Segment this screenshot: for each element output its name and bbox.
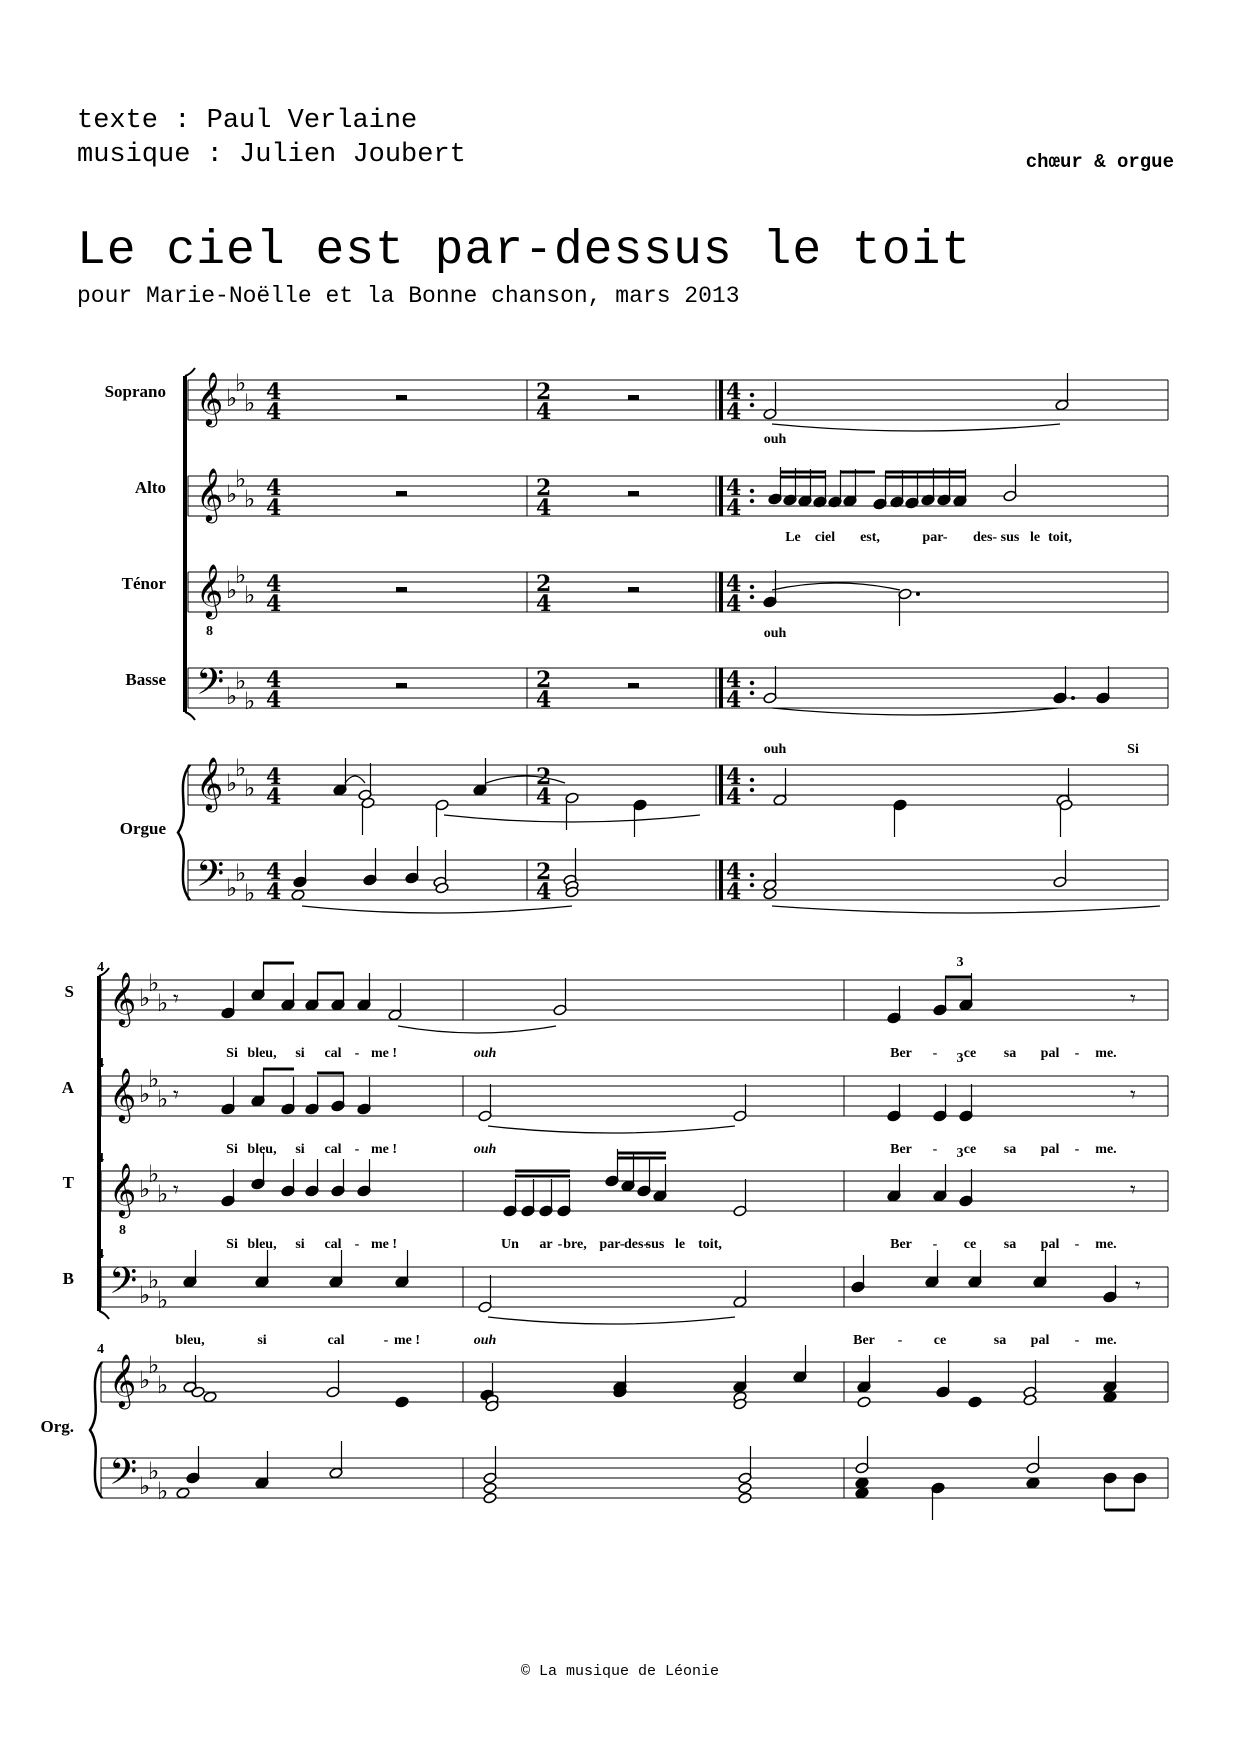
lyric-syllable: sa [1003, 1046, 1017, 1061]
flat-sign: ♭ [235, 859, 247, 887]
part-label: T [62, 1173, 74, 1192]
repeat-dot [750, 489, 754, 493]
repeat-dot [750, 778, 754, 782]
dot [1071, 696, 1075, 700]
lyric-syllable: bleu, [247, 1142, 277, 1157]
tie [398, 1026, 556, 1033]
time-sig-top: 2 [536, 379, 552, 405]
lyric-syllable: Le [785, 530, 801, 545]
lyricist: texte : Paul Verlaine [77, 106, 418, 136]
eighth-rest-icon: 𝄾 [1130, 987, 1136, 1012]
time-sig-bottom: 4 [726, 879, 742, 905]
flat-sign: ♭ [157, 1085, 169, 1113]
lyric-syllable: toit, [1048, 530, 1072, 545]
part-label: Soprano [104, 382, 166, 401]
time-sig-bottom: 4 [726, 784, 742, 810]
eighth-rest-icon: 𝄾 [1130, 1178, 1136, 1203]
eighth-rest-icon: 𝄾 [173, 1083, 179, 1108]
time-sig-bottom: 4 [726, 687, 742, 713]
treble-clef-icon: 𝄞 [196, 756, 224, 810]
flat-sign: ♭ [244, 774, 256, 802]
notehead [738, 1482, 752, 1494]
flat-sign: ♭ [148, 1065, 160, 1093]
lyric-syllable: Ber [890, 1237, 912, 1252]
lyric-syllable: bleu, [175, 1333, 205, 1348]
time-sig-bottom: 4 [266, 784, 282, 810]
notehead [738, 1492, 752, 1504]
time-sig-bottom: 4 [536, 591, 552, 617]
lyric-syllable: par- [922, 530, 948, 545]
repeat-dot [750, 585, 754, 589]
lyric-syllable: des- [972, 530, 998, 545]
copyright: © La musique de Léonie [520, 1663, 720, 1680]
treble-clef-icon: 𝄞 [196, 467, 224, 521]
lyric-syllable: ce [963, 1046, 977, 1061]
treble-clef-icon: 𝄞 [196, 563, 224, 617]
lyric-syllable: bleu, [247, 1046, 277, 1061]
repeat-dot [750, 499, 754, 503]
octave-mark: 8 [206, 624, 213, 639]
time-sig-top: 4 [726, 667, 742, 693]
flat-sign: ♭ [148, 1351, 160, 1379]
flat-sign: ♭ [148, 1266, 160, 1294]
lyric-syllable: ouh [473, 1142, 497, 1157]
time-sig-top: 4 [266, 475, 282, 501]
treble-clef-icon: 𝄞 [109, 1353, 137, 1407]
repeat-dot [750, 681, 754, 685]
flat-sign: ♭ [148, 1160, 160, 1188]
tie [488, 1126, 735, 1133]
lyric-syllable: ouh [763, 626, 787, 641]
lyric-syllable: ce [933, 1333, 947, 1348]
flat-sign: ♭ [139, 1366, 151, 1394]
flat-sign: ♭ [139, 1472, 151, 1500]
lyric-syllable: me ! [370, 1237, 398, 1252]
time-sig-top: 2 [536, 859, 552, 885]
time-sig-bottom: 4 [266, 879, 282, 905]
lyric-syllable: - [1074, 1046, 1080, 1061]
notehead [203, 1391, 217, 1403]
repeat-dot [750, 873, 754, 877]
bracket-hook [185, 712, 195, 720]
repeat-dot [750, 595, 754, 599]
lyric-syllable: ce [963, 1237, 977, 1252]
lyric-syllable: si [257, 1333, 267, 1348]
bass-clef-icon: 𝄢 [109, 1260, 138, 1311]
lyric-syllable: Si [1127, 742, 1139, 757]
bracket-hook [185, 368, 195, 376]
lyric-syllable: - [932, 1142, 938, 1157]
flat-sign: ♭ [157, 1180, 169, 1208]
lyric-syllable: ar [539, 1237, 553, 1252]
time-sig-top: 4 [266, 859, 282, 885]
ensemble: chœur & orgue [1025, 151, 1174, 173]
time-sig-bottom: 4 [726, 591, 742, 617]
lyric-syllable: toit, [698, 1237, 722, 1252]
lyric-syllable: me ! [370, 1142, 398, 1157]
bass-clef-icon: 𝄢 [196, 661, 225, 712]
lyric-syllable: ciel [814, 530, 836, 545]
time-sig-bottom: 4 [536, 879, 552, 905]
time-sig-bottom: 4 [536, 687, 552, 713]
lyric-syllable: ouh [763, 742, 787, 757]
part-label: Ténor [121, 574, 166, 593]
treble-clef-icon: 𝄞 [109, 971, 137, 1025]
bracket-hook [99, 1311, 109, 1319]
measure-number: 4 [97, 1151, 104, 1166]
lyric-syllable: Ber [890, 1046, 912, 1061]
lyric-syllable: bleu, [247, 1237, 277, 1252]
flat-sign: ♭ [226, 384, 238, 412]
bass-clef-icon: 𝄢 [196, 853, 225, 904]
part-label: A [61, 1078, 74, 1097]
flat-sign: ♭ [157, 1371, 169, 1399]
eighth-rest-icon: 𝄾 [1135, 1274, 1141, 1299]
time-sig-top: 4 [726, 859, 742, 885]
lyric-syllable: pal [1040, 1237, 1060, 1252]
flat-sign: ♭ [235, 667, 247, 695]
flat-sign: ♭ [244, 485, 256, 513]
flat-sign: ♭ [226, 480, 238, 508]
lyric-syllable: - [354, 1237, 360, 1252]
time-sig-bottom: 4 [726, 399, 742, 425]
notehead [855, 1487, 869, 1499]
flat-sign: ♭ [244, 687, 256, 715]
flat-sign: ♭ [226, 769, 238, 797]
lyric-syllable: Si [226, 1046, 238, 1061]
lyric-syllable: Si [226, 1142, 238, 1157]
dot [916, 592, 920, 596]
lyric-syllable: - [1074, 1237, 1080, 1252]
lyric-syllable: - [354, 1142, 360, 1157]
repeat-dot [750, 403, 754, 407]
flat-sign: ♭ [235, 465, 247, 493]
lyric-syllable: - [557, 1237, 563, 1252]
repeat-dot [750, 883, 754, 887]
lyric-syllable: Un [501, 1237, 519, 1252]
lyric-syllable: est, [860, 530, 880, 545]
part-label: S [64, 982, 74, 1001]
lyric-syllable: sus [1000, 530, 1020, 545]
part-label: Alto [134, 478, 166, 497]
system-2 [40, 955, 1168, 1520]
tie [772, 583, 900, 590]
treble-clef-icon: 𝄞 [196, 371, 224, 425]
flat-sign: ♭ [148, 969, 160, 997]
tie [772, 708, 1058, 715]
lyric-syllable: le [674, 1237, 686, 1252]
time-sig-top: 4 [726, 379, 742, 405]
part-label: Org. [40, 1417, 74, 1436]
part-label: Basse [125, 670, 166, 689]
lyric-syllable: - [383, 1333, 389, 1348]
flat-sign: ♭ [226, 682, 238, 710]
lyric-syllable: pal [1040, 1142, 1060, 1157]
flat-sign: ♭ [139, 984, 151, 1012]
lyric-syllable: si [295, 1237, 305, 1252]
lyric-syllable: des- [623, 1237, 649, 1252]
notehead [1026, 1477, 1040, 1489]
time-sig-top: 4 [726, 571, 742, 597]
measure-number: 4 [97, 1056, 104, 1071]
lyric-syllable: me. [1095, 1333, 1117, 1348]
flat-sign: ♭ [235, 561, 247, 589]
flat-sign: ♭ [139, 1281, 151, 1309]
notehead [176, 1487, 190, 1499]
notehead [1103, 1391, 1117, 1403]
treble-clef-icon: 𝄞 [109, 1162, 137, 1216]
tuplet-number: 3 [956, 955, 964, 970]
notehead [291, 889, 305, 901]
lyric-syllable: cal [327, 1333, 345, 1348]
lyric-syllable: me. [1095, 1046, 1117, 1061]
flat-sign: ♭ [226, 576, 238, 604]
tuplet-number: 3 [956, 1146, 964, 1161]
dedication: pour Marie-Noëlle et la Bonne chanson, mars 2013 [77, 283, 740, 309]
flat-sign: ♭ [235, 754, 247, 782]
flat-sign: ♭ [157, 1286, 169, 1314]
multi-rest [628, 395, 639, 400]
flat-sign: ♭ [148, 1457, 160, 1485]
lyric-syllable: - [1074, 1142, 1080, 1157]
time-sig-bottom: 4 [266, 399, 282, 425]
time-sig-bottom: 4 [266, 495, 282, 521]
composer: musique : Julien Joubert [77, 140, 466, 170]
flat-sign: ♭ [244, 879, 256, 907]
time-sig-bottom: 4 [266, 591, 282, 617]
time-sig-top: 4 [266, 667, 282, 693]
lyric-syllable: ouh [763, 432, 787, 447]
lyric-syllable: sa [993, 1333, 1007, 1348]
notehead [857, 1396, 871, 1408]
notehead [483, 1482, 497, 1494]
notehead [483, 1492, 497, 1504]
eighth-rest-icon: 𝄾 [173, 987, 179, 1012]
system-1 [105, 368, 1168, 913]
multi-rest [396, 683, 407, 688]
flat-sign: ♭ [244, 389, 256, 417]
tie [772, 906, 1160, 913]
lyric-syllable: - [897, 1333, 903, 1348]
flat-sign: ♭ [139, 1080, 151, 1108]
time-sig-bottom: 4 [536, 784, 552, 810]
flat-sign: ♭ [157, 1477, 169, 1505]
brace-icon [90, 1362, 102, 1498]
lyric-syllable: me. [1095, 1142, 1117, 1157]
lyric-syllable: pal [1030, 1333, 1050, 1348]
tie [345, 776, 365, 783]
multi-rest [396, 491, 407, 496]
flat-sign: ♭ [226, 874, 238, 902]
lyric-syllable: cal [324, 1237, 342, 1252]
lyric-syllable: ouh [473, 1333, 497, 1348]
lyric-syllable: bre, [563, 1237, 587, 1252]
multi-rest [396, 587, 407, 592]
tie [444, 815, 700, 822]
lyric-syllable: par- [599, 1237, 625, 1252]
time-sig-bottom: 4 [726, 495, 742, 521]
multi-rest [628, 587, 639, 592]
repeat-dot [750, 691, 754, 695]
time-sig-bottom: 4 [536, 495, 552, 521]
lyric-syllable: ce [963, 1142, 977, 1157]
time-sig-top: 4 [726, 475, 742, 501]
lyric-syllable: si [295, 1046, 305, 1061]
lyric-syllable: Si [226, 1237, 238, 1252]
lyric-syllable: - [354, 1046, 360, 1061]
lyric-syllable: sa [1003, 1142, 1017, 1157]
lyric-syllable: - [1074, 1333, 1080, 1348]
tie [486, 776, 565, 783]
lyric-syllable: le [1029, 530, 1041, 545]
flat-sign: ♭ [235, 369, 247, 397]
page-title: Le ciel est par-dessus le toit [77, 224, 972, 278]
multi-rest [628, 491, 639, 496]
time-sig-bottom: 4 [266, 687, 282, 713]
time-sig-top: 4 [726, 764, 742, 790]
tuplet-number: 3 [956, 1051, 964, 1066]
lyric-syllable: me ! [370, 1046, 398, 1061]
time-sig-top: 2 [536, 764, 552, 790]
lyric-syllable: cal [324, 1046, 342, 1061]
lyric-syllable: cal [324, 1142, 342, 1157]
measure-number: 4 [97, 1247, 104, 1262]
repeat-dot [750, 393, 754, 397]
part-label: B [62, 1269, 74, 1288]
lyric-syllable: Ber [853, 1333, 875, 1348]
eighth-rest-icon: 𝄾 [1130, 1083, 1136, 1108]
tie [772, 424, 1060, 431]
octave-mark: 8 [119, 1223, 126, 1238]
lyric-syllable: Ber [890, 1142, 912, 1157]
time-sig-top: 2 [536, 571, 552, 597]
lyric-syllable: ouh [473, 1046, 497, 1061]
repeat-dot [750, 788, 754, 792]
flat-sign: ♭ [139, 1175, 151, 1203]
eighth-rest-icon: 𝄾 [173, 1178, 179, 1203]
lyric-syllable: - [932, 1237, 938, 1252]
lyric-syllable: sus [645, 1237, 665, 1252]
multi-rest [396, 395, 407, 400]
lyric-syllable: sa [1003, 1237, 1017, 1252]
measure-number: 4 [97, 960, 104, 975]
lyric-syllable: - [932, 1046, 938, 1061]
lyric-syllable: me ! [393, 1333, 421, 1348]
tie [488, 1317, 735, 1324]
time-sig-top: 2 [536, 475, 552, 501]
bass-clef-icon: 𝄢 [109, 1451, 138, 1502]
notehead [855, 1477, 869, 1489]
lyric-syllable: me. [1095, 1237, 1117, 1252]
flat-sign: ♭ [157, 989, 169, 1017]
lyric-syllable: si [295, 1142, 305, 1157]
time-sig-top: 4 [266, 379, 282, 405]
multi-rest [628, 683, 639, 688]
time-sig-top: 4 [266, 764, 282, 790]
flat-sign: ♭ [244, 581, 256, 609]
time-sig-bottom: 4 [536, 399, 552, 425]
tie [302, 906, 572, 913]
treble-clef-icon: 𝄞 [109, 1067, 137, 1121]
lyric-syllable: pal [1040, 1046, 1060, 1061]
measure-number: 4 [97, 1342, 104, 1357]
notehead [395, 1396, 409, 1408]
time-sig-top: 4 [266, 571, 282, 597]
part-label: Orgue [119, 819, 166, 838]
time-sig-top: 2 [536, 667, 552, 693]
notehead [968, 1396, 982, 1408]
